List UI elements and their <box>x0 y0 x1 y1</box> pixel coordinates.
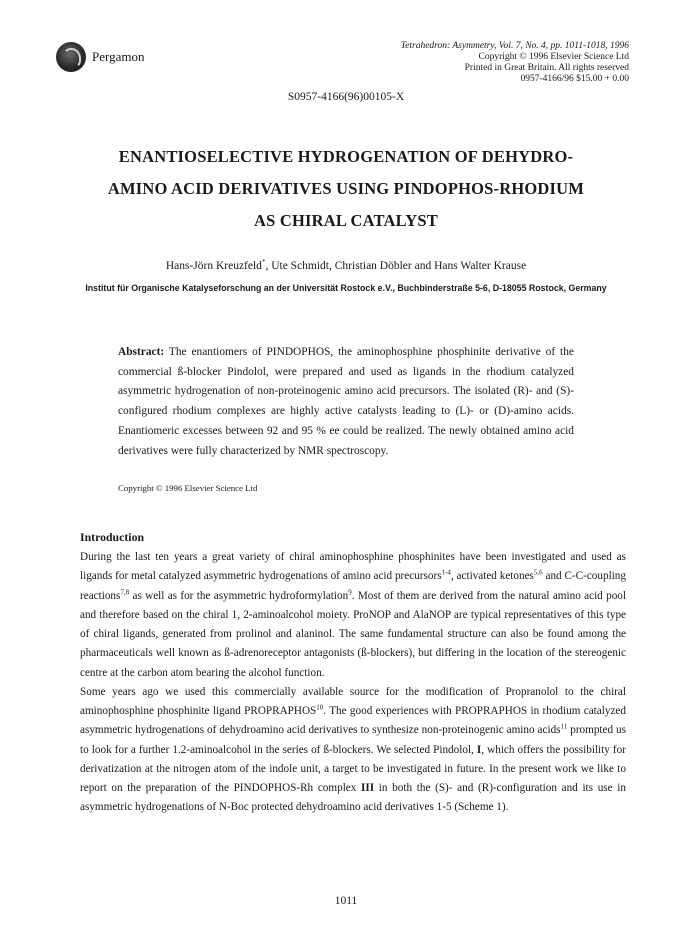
text-run: During the last ten years a great variety of chiral aminophosphine phosphinites have been investigated and used as ligands for metal catalyzed asymmetric hydrogenations of amino acid precursors <box>80 551 626 583</box>
abstract <box>118 343 574 461</box>
page-number: 1011 <box>334 895 358 907</box>
title-line: AMINO ACID DERIVATIVES USING PINDOPHOS-RHODIUM <box>107 179 585 198</box>
pergamon-logo-icon <box>56 42 86 72</box>
text-run: in both the (S)- and (R)-configuration and its use in asymmetric hydrogenations of N-Boc protected dehydroamino acid derivatives 1-5 (Scheme 1). <box>80 782 626 814</box>
compound-label: I <box>476 743 482 756</box>
text-run: Some years ago we used this commercially available source for the modification of Propranolol to the chiral aminophosphine phosphinite ligand PROPRAPHOS <box>80 685 626 717</box>
article-title <box>70 141 622 237</box>
text-run: as well as for the asymmetric hydroformylation <box>129 589 349 602</box>
section-heading-introduction: Introduction <box>80 530 145 544</box>
price-line: 0957-4166/96 $15.00 + 0.00 <box>520 74 629 84</box>
journal-info <box>329 41 629 85</box>
text-run: , activated ketones <box>450 570 534 583</box>
title-line: ENANTIOSELECTIVE HYDROGENATION OF DEHYDRO- <box>118 147 574 166</box>
abstract-label: Abstract: <box>118 346 165 358</box>
reference-mark: 10 <box>316 703 324 712</box>
text-run: and C-C-coupling reactions <box>80 570 626 602</box>
reference-mark: 9 <box>348 587 352 596</box>
paragraph <box>80 548 626 683</box>
title-line: AS CHIRAL CATALYST <box>254 211 438 230</box>
doi-code: S0957-4166(96)00105-X <box>287 91 405 103</box>
author-list <box>0 260 692 272</box>
text-run: prompted us to look for a further 1.2-aminoalcohol in the series of ß-blockers. We selected Pindolol, <box>80 724 626 756</box>
journal-citation: Tetrahedron: Asymmetry, Vol. 7, No. 4, pp. 1011-1018, 1996 <box>400 41 629 51</box>
first-author: Hans-Jörn Kreuzfeld <box>165 260 262 272</box>
affiliation: Institut für Organische Katalyseforschung an der Universität Rostock e.V., Buchbinderstraße 5-6, D-18055 Rostock, Germany <box>85 283 607 293</box>
other-authors: , Ute Schmidt, Christian Döbler and Hans Walter Krause <box>265 260 527 272</box>
copyright-line: Copyright © 1996 Elsevier Science Ltd <box>478 52 629 62</box>
compound-label: III <box>361 782 375 794</box>
corresponding-author-mark: * <box>261 258 266 267</box>
reference-mark: 11 <box>560 722 568 731</box>
reference-mark: 5,6 <box>533 568 543 577</box>
introduction-body <box>80 548 626 818</box>
text-run: . The good experiences with PROPRAPHOS in rhodium catalyzed asymmetric hydrogenations of dehydroamino acid derivatives to synthesize non-proteinogenic amino acids <box>80 705 626 737</box>
publisher-name: Pergamon <box>92 49 145 64</box>
reference-mark: 7,8 <box>120 587 130 596</box>
text-run: , which offers the possibility for derivatization at the nitrogen atom of the indole unit, a target to be investigated in future. In the present work we like to report on the preparation of the PINDOPHOS-Rh complex <box>80 743 626 794</box>
text-run: . Most of them are derived from the natural amino acid pool and therefore based on the chiral 1, 2-aminoalcohol moiety. ProNOP and AlaNOP are typical representatives of this type of chiral ligands, generated from prolinol and alaninol. The same fundamental structure can also be found among the pharmaceuticals well known as ß-adrenoreceptor antagonists (ß-blockers), but differing in the location of the stereogenic centre at the carbon atom bearing the alcohol function. <box>80 589 626 679</box>
abstract-copyright: Copyright © 1996 Elsevier Science Ltd <box>118 483 258 493</box>
abstract-text: The enantiomers of PINDOPHOS, the aminophosphine phosphinite derivative of the commercial ß-blocker Pindolol, were prepared and used as ligands in the rhodium catalyzed asymmetric hydrogenation of non-proteinogenic amino acid precursors. The isolated (R)- and (S)-configured rhodium complexes are highly active catalysts leading to (L)- or (D)-amino acids. Enantiomeric excesses between 92 and 95 % ee could be realized. The newly obtained amino acid derivatives were fully characterized by NMR spectroscopy. <box>118 346 574 457</box>
reference-mark: 1-4 <box>441 568 451 577</box>
printed-line: Printed in Great Britain. All rights reserved <box>464 63 629 73</box>
paragraph <box>80 683 626 818</box>
